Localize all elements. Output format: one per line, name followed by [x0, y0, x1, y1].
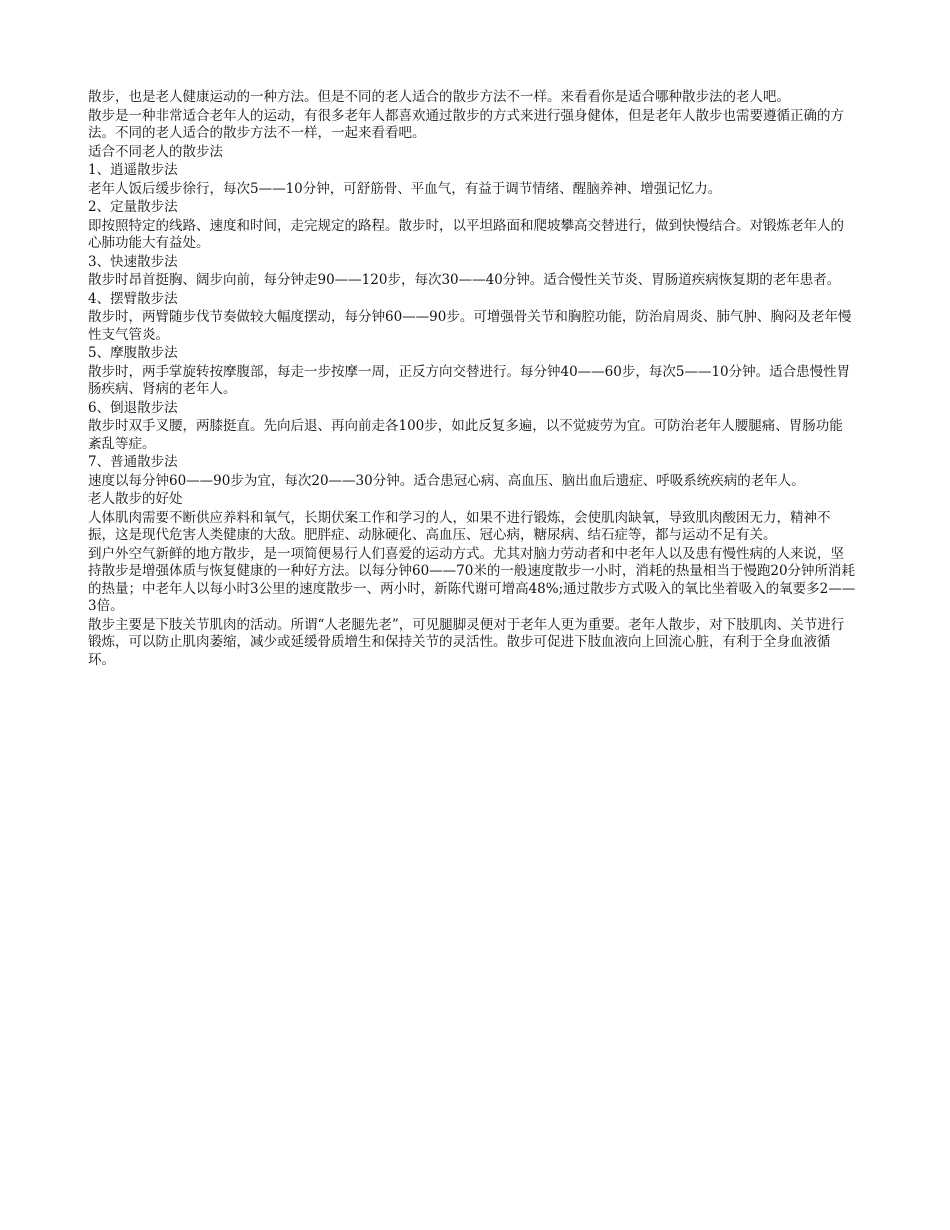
method-heading: 1、逍遥散步法	[88, 162, 178, 178]
benefit-paragraph: 人体肌肉需要不断供应养料和氧气，长期伏案工作和学习的人，如果不进行锻炼，会使肌肉缺氧，导致肌肉酸困无力，精神不振，这是现代危害人类健康的大敌。肥胖症、动脉硬化、高血压、冠心病，糖尿病、结石症等，都与运动不足有关。	[88, 509, 831, 543]
method-heading: 7、普通散步法	[88, 454, 178, 470]
method-heading: 6、倒退散步法	[88, 399, 178, 416]
method-description: 速度以每分钟60——90步为宜，每次20——30分钟。适合患冠心病、高血压、脑出血后遗症、呼吸系统疾病的老年人。	[88, 472, 805, 489]
intro-paragraph: 散步是一种非常适合老年人的运动，有很多老年人都喜欢通过散步的方式来进行强身健体，但是老年人散步也需要遵循正确的方法。不同的老人适合的散步方法不一样，一起来看看吧。	[88, 107, 844, 141]
method-description: 散步时昂首挺胸、阔步向前，每分钟走90——120步，每次30——40分钟。适合慢性关节炎、胃肠道疾病恢复期的老年患者。	[88, 272, 841, 288]
method-description: 老年人饭后缓步徐行，每次5——10分钟，可舒筋骨、平血气，有益于调节情绪、醒脑养神、增强记忆力。	[88, 180, 722, 197]
method-description: 散步时，两手掌旋转按摩腹部，每走一步按摩一周，正反方向交替进行。每分钟40——60步，每次5——10分钟。适合患慢性胃肠疾病、肾病的老年人。	[88, 363, 851, 397]
method-heading: 5、摩腹散步法	[88, 345, 178, 361]
method-heading: 2、定量散步法	[88, 199, 178, 215]
method-heading: 3、快速散步法	[88, 253, 178, 270]
section-heading: 适合不同老人的散步法	[88, 143, 223, 160]
method-description: 散步时双手叉腰，两膝挺直。先向后退、再向前走各100步，如此反复多遍，以不觉疲劳为宜。可防治老年人腰腿痛、胃肠功能紊乱等症。	[88, 418, 843, 452]
method-description: 即按照特定的线路、速度和时间，走完规定的路程。散步时，以平坦路面和爬坡攀高交替进行，做到快慢结合。对锻炼老年人的心肺功能大有益处。	[88, 217, 844, 251]
document-body	[88, 89, 856, 670]
method-heading: 4、摆臂散步法	[88, 290, 178, 307]
intro-paragraph: 散步，也是老人健康运动的一种方法。但是不同的老人适合的散步方法不一样。来看看你是适合哪种散步法的老人吧。	[88, 89, 790, 105]
benefit-paragraph: 散步主要是下肢关节肌肉的活动。所谓“人老腿先老”，可见腿脚灵便对于老年人更为重要。老年人散步，对下肢肌肉、关节进行锻炼，可以防止肌肉萎缩，减少或延缓骨质增生和保持关节的灵活性。散步可促进下肢血液向上回流心脏，有利于全身血液循环。	[88, 616, 845, 668]
benefit-paragraph: 到户外空气新鲜的地方散步，是一项简便易行人们喜爱的运动方式。尤其对脑力劳动者和中老年人以及患有慢性病的人来说，坚持散步是增强体质与恢复健康的一种好方法。以每分钟60——70米的一般速度散步一小时，消耗的热量相当于慢跑20分钟所消耗的热量；中老年人以每小时3公里的速度散步一、两小时，新陈代谢可增高48%;通过散步方式吸入的氧比坐着吸入的氧要多2——3倍。	[88, 545, 856, 614]
method-description: 散步时，两臂随步伐节奏做较大幅度摆动，每分钟60——90步。可增强骨关节和胸腔功能，防治肩周炎、肺气肿、胸闷及老年慢性支气管炎。	[88, 309, 852, 343]
section-heading: 老人散步的好处	[88, 491, 183, 507]
